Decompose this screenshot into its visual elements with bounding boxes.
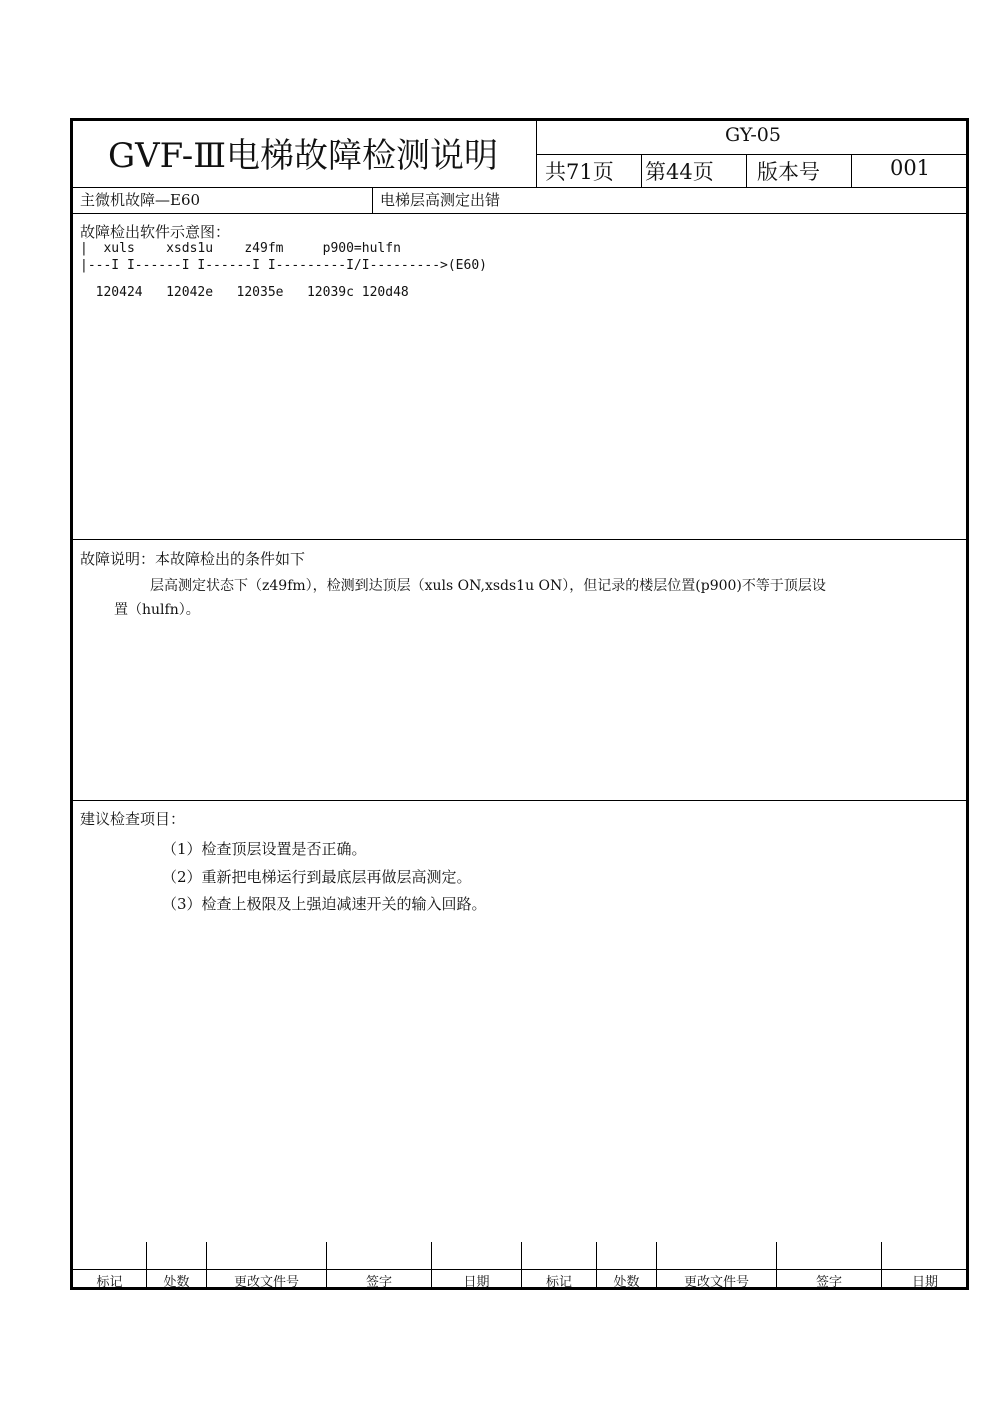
footer-mark: 标记 — [96, 1275, 123, 1290]
diagram-line-2: |---I I------I I------I I---------I/I--------->(E60) — [80, 258, 487, 273]
diagram-line-3: 120424 12042e 12035e 12039c 120d48 — [80, 285, 409, 300]
suggestion-item: （1）检查顶层设置是否正确。 — [162, 840, 367, 858]
page-divider-2 — [746, 154, 747, 187]
version-label: 版本号 — [757, 160, 820, 184]
footer-count: 处数 — [613, 1275, 640, 1290]
description-line-1: 层高测定状态下（z49fm），检测到达顶层（xuls ON,xsds1u ON），但记录的楼层位置(p900)不等于顶层设 — [150, 578, 826, 594]
header-bottom-line — [72, 187, 968, 188]
header-code-line — [536, 154, 968, 155]
fault-code: 主微机故障—E60 — [80, 191, 201, 209]
diagram-heading: 故障检出软件示意图： — [80, 223, 231, 241]
version-value: 001 — [889, 156, 931, 180]
footer-signature: 签字 — [365, 1275, 392, 1290]
description-bottom-line — [72, 800, 968, 801]
footer-signature: 签字 — [815, 1275, 842, 1290]
description-heading: 故障说明：本故障检出的条件如下 — [80, 550, 306, 568]
suggestion-item: （2）重新把电梯运行到最底层再做层高测定。 — [162, 868, 472, 886]
diagram-bottom-line — [72, 539, 968, 540]
page-divider-1 — [641, 154, 642, 187]
footer-mark: 标记 — [545, 1275, 572, 1290]
footer-date: 日期 — [911, 1275, 938, 1290]
fault-divider — [372, 187, 373, 213]
footer-date: 日期 — [463, 1275, 490, 1290]
fault-bottom-line — [72, 213, 968, 214]
footer-change-doc: 更改文件号 — [233, 1275, 299, 1290]
footer-change-doc: 更改文件号 — [683, 1275, 749, 1290]
footer-count: 处数 — [163, 1275, 190, 1290]
suggestion-item: （3）检查上极限及上强迫减速开关的输入回路。 — [162, 895, 487, 913]
suggestions-heading: 建议检查项目： — [80, 810, 186, 828]
fault-name: 电梯层高测定出错 — [380, 191, 501, 209]
current-page: 第44页 — [645, 160, 714, 184]
description-line-2: 置（hulfn）。 — [114, 602, 200, 618]
diagram-line-1: | xuls xsds1u z49fm p900=hulfn — [80, 241, 401, 256]
document-title: GVF-Ⅲ电梯故障检测说明 — [107, 136, 499, 176]
doc-code: GY-05 — [725, 124, 781, 146]
total-pages: 共71页 — [545, 160, 614, 184]
